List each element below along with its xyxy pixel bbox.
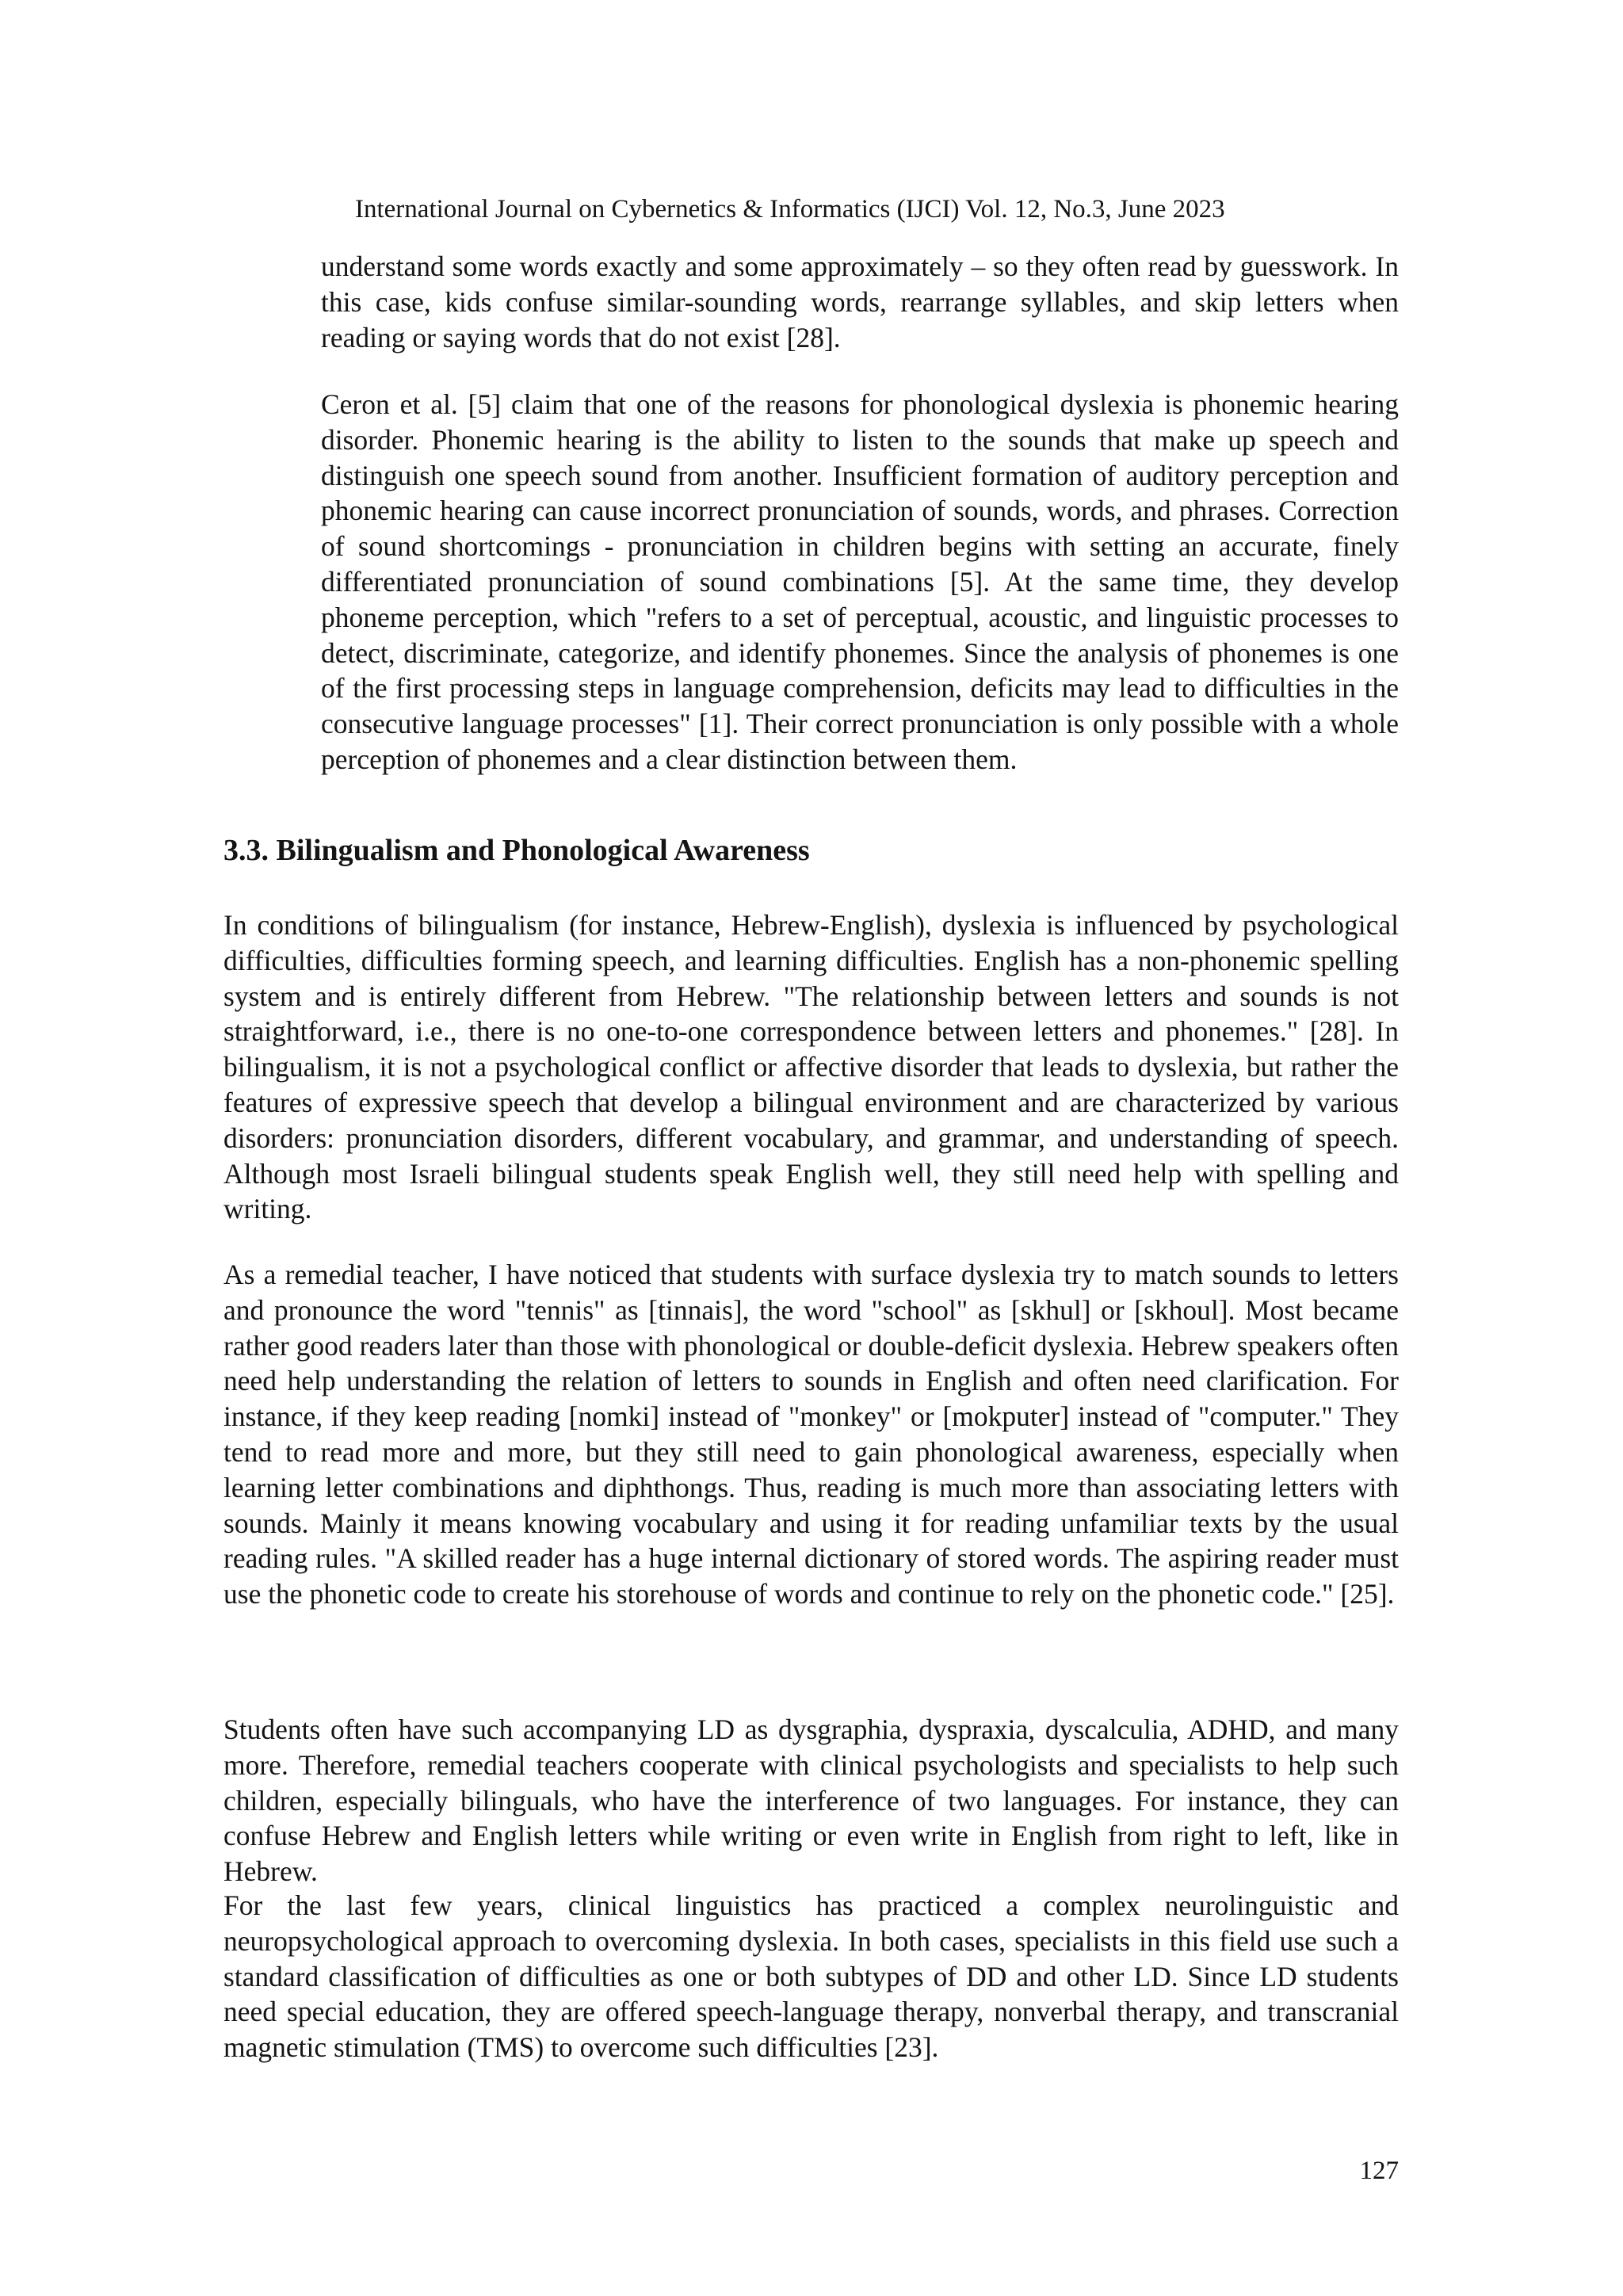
paragraph-remedial-teacher: As a remedial teacher, I have noticed that students with surface dyslexia try to match sounds to letters and pronounce the word "tennis" as [tinnais], the word "school" as [skhul] or [skhoul]. Most became rather good readers later than those with phonological or double-deficit dyslexia. Hebrew speakers often need help understanding the relation of letters to sounds in English and often need clarification. For instance, if they keep reading [nomki] instead of "monkey" or [mokputer] instead of "computer." They tend to read more and more, but they still need to gain phonological awareness, especially when learning letter combinations and diphthongs. Thus, reading is much more than associating letters with sounds. Mainly it means knowing vocabulary and using it for reading unfamiliar texts by the usual reading rules. "A skilled reader has a huge internal dictionary of stored words. The aspiring reader must use the phonetic code to create his storehouse of words and continue to rely on the phonetic code." [25].: [223, 1259, 1399, 1610]
paragraph-phonemic-hearing: Ceron et al. [5] claim that one of the reasons for phonological dyslexia is phonemic hearing disorder. Phonemic hearing is the ability to listen to the sounds that make up speech and distinguish one speech sound from another. Insufficient formation of auditory perception and phonemic hearing can cause incorrect pronunciation of sounds, words, and phrases. Correction of sound shortcomings - pronunciation in children begins with setting an accurate, finely differentiated pronunciation of sound combinations [5]. At the same time, they develop phoneme perception, which "refers to a set of perceptual, acoustic, and linguistic processes to detect, discriminate, categorize, and identify phonemes. Since the analysis of phonemes is one of the first processing steps in language comprehension, deficits may lead to difficulties in the consecutive language processes" [1]. Their correct pronunciation is only possible with a whole perception of phonemes and a clear distinction between them.: [321, 388, 1399, 775]
section-heading: 3.3. Bilingualism and Phonological Awareness: [223, 834, 810, 867]
paragraph-continuation: understand some words exactly and some approximately – so they often read by guesswork. In this case, kids confuse similar-sounding words, rearrange syllables, and skip letters when reading or saying words that do not exist [28].: [321, 250, 1399, 353]
paragraph-accompanying-ld: Students often have such accompanying LD as dysgraphia, dyspraxia, dyscalculia, ADHD, and many more. Therefore, remedial teachers cooperate with clinical psychologists and specialists to help such children, especially bilinguals, who have the interference of two languages. For instance, they can confuse Hebrew and English letters while writing or even write in English from right to left, like in Hebrew.: [223, 1713, 1399, 1888]
running-header: International Journal on Cybernetics & Informatics (IJCI) Vol. 12, No.3, June 2023: [355, 195, 1225, 223]
page-number: 127: [1359, 2157, 1399, 2185]
paragraph-clinical-linguistics: For the last few years, clinical linguistics has practiced a complex neurolinguistic and neuropsychological approach to overcoming dyslexia. In both cases, specialists in this field use such a standard classification of difficulties as one or both subtypes of DD and other LD. Since LD students need special education, they are offered speech-language therapy, nonverbal therapy, and transcranial magnetic stimulation (TMS) to overcome such difficulties [23].: [223, 1889, 1399, 2064]
paragraph-bilingualism: In conditions of bilingualism (for instance, Hebrew-English), dyslexia is influenced by psychological difficulties, difficulties forming speech, and learning difficulties. English has a non-phonemic spelling system and is entirely different from Hebrew. "The relationship between letters and sounds is not straightforward, i.e., there is no one-to-one correspondence between letters and phonemes." [28]. In bilingualism, it is not a psychological conflict or affective disorder that leads to dyslexia, but rather the features of expressive speech that develop a bilingual environment and are characterized by various disorders: pronunciation disorders, different vocabulary, and grammar, and understanding of speech. Although most Israeli bilingual students speak English well, they still need help with spelling and writing.: [223, 909, 1399, 1225]
